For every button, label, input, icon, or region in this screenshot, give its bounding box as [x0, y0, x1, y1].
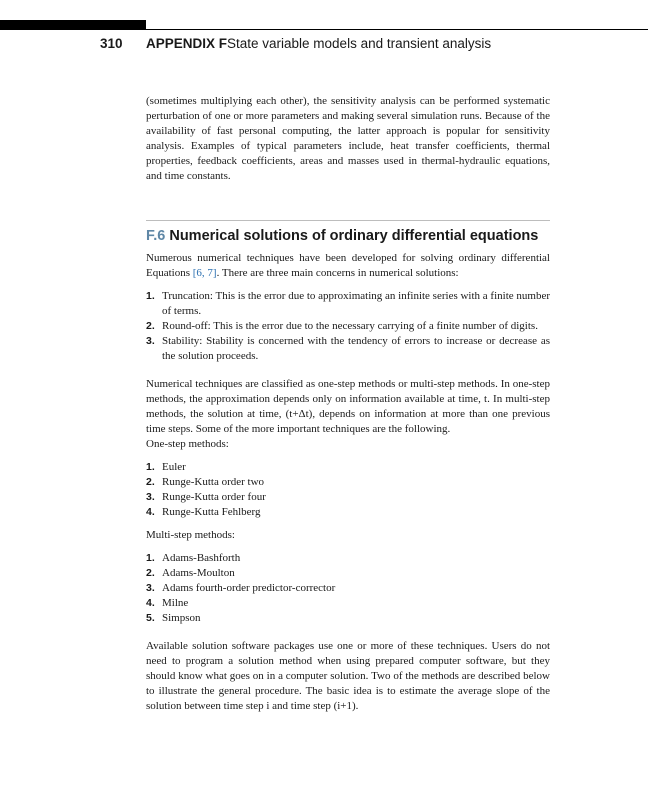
section-intro-paragraph	[146, 251, 550, 281]
appendix-label: APPENDIX F	[146, 36, 228, 51]
appendix-title: State variable models and transient analysis	[227, 36, 492, 51]
list-item	[146, 289, 550, 319]
section-divider	[146, 220, 550, 221]
list-number: 2.	[146, 320, 155, 332]
list-item	[146, 475, 550, 490]
section-heading	[146, 227, 550, 245]
list-item	[146, 334, 550, 364]
list-item	[146, 566, 550, 581]
running-header	[0, 36, 648, 54]
list-item	[146, 551, 550, 566]
list-item-text: Runge-Kutta order two	[162, 476, 265, 488]
list-item	[146, 460, 550, 475]
section-intro-text: Numerous numerical techniques have been developed for solving ordinary differential Equations	[146, 252, 550, 279]
list-number: 1.	[146, 552, 155, 564]
list-item-text: Truncation: This is the error due to approximating an infinite series with a finite number of terms.	[162, 290, 550, 317]
list-item	[146, 581, 550, 596]
page-number: 310	[100, 36, 123, 51]
list-item	[146, 505, 550, 520]
list-item-text: Adams fourth-order predictor-corrector	[162, 582, 336, 594]
multi-step-heading: Multi-step methods:	[146, 529, 235, 541]
list-number: 3.	[146, 491, 155, 503]
section-intro-text-end: . There are three main concerns in numerical solutions:	[216, 267, 459, 279]
list-item-text: Round-off: This is the error due to the necessary carrying of a finite number of digits.	[162, 320, 538, 332]
one-step-heading: One-step methods:	[146, 438, 229, 450]
list-item-text: Simpson	[162, 612, 201, 624]
list-item-text: Adams-Moulton	[162, 567, 235, 579]
multi-step-methods-list	[146, 551, 550, 626]
header-bar	[0, 20, 146, 30]
list-number: 3.	[146, 335, 155, 347]
list-item	[146, 319, 550, 334]
list-number: 4.	[146, 506, 155, 518]
one-step-methods-list	[146, 460, 550, 520]
list-item-text: Runge-Kutta order four	[162, 491, 266, 503]
list-item-text: Adams-Bashforth	[162, 552, 241, 564]
list-number: 2.	[146, 567, 155, 579]
list-item-text: Runge-Kutta Fehlberg	[162, 506, 261, 518]
list-item-text: Euler	[162, 461, 186, 473]
list-item	[146, 490, 550, 505]
list-item-text: Milne	[162, 597, 189, 609]
page-content	[146, 94, 550, 714]
list-number: 1.	[146, 290, 155, 302]
concerns-list	[146, 289, 550, 364]
list-number: 4.	[146, 597, 155, 609]
list-number: 2.	[146, 476, 155, 488]
closing-paragraph: Available solution software packages use one or more of these techniques. Users do not need to program a solution method when using prepared computer software, but they should know what goes on in a computer solution. Two of the methods are described below to illustrate the general procedure. The basic idea is to estimate the average slope of the solution between time step i and time step (i+1).	[146, 640, 550, 712]
list-number: 3.	[146, 582, 155, 594]
header-rule	[146, 29, 648, 30]
list-number: 5.	[146, 612, 155, 624]
list-item-text: Stability: Stability is concerned with the tendency of errors to increase or decrease as the solution proceeds.	[162, 335, 550, 362]
list-number: 1.	[146, 461, 155, 473]
classification-paragraph: Numerical techniques are classified as one-step methods or multi-step methods. In one-step methods, the approximation depends only on information available at time, t. In multi-step methods, the solution at time, (t+Δt), depends on information at more than one previous time steps. Some of the more important techniques are the following.	[146, 378, 550, 435]
section-title: Numerical solutions of ordinary differential equations	[169, 228, 539, 244]
list-item	[146, 611, 550, 626]
list-item	[146, 596, 550, 611]
section-number: F.6	[146, 228, 166, 244]
citation-link[interactable]: [6, 7]	[192, 267, 217, 279]
intro-paragraph: (sometimes multiplying each other), the sensitivity analysis can be performed systematic perturbation of one or more parameters and making several simulation runs. Because of the availability of fast personal computing, the latter approach is popular for sensitivity analysis. Examples of typical parameters include, heat transfer coefficients, thermal properties, feedback coefficients, areas and masses used in thermal-hydraulic equations, and time constants.	[146, 95, 550, 182]
